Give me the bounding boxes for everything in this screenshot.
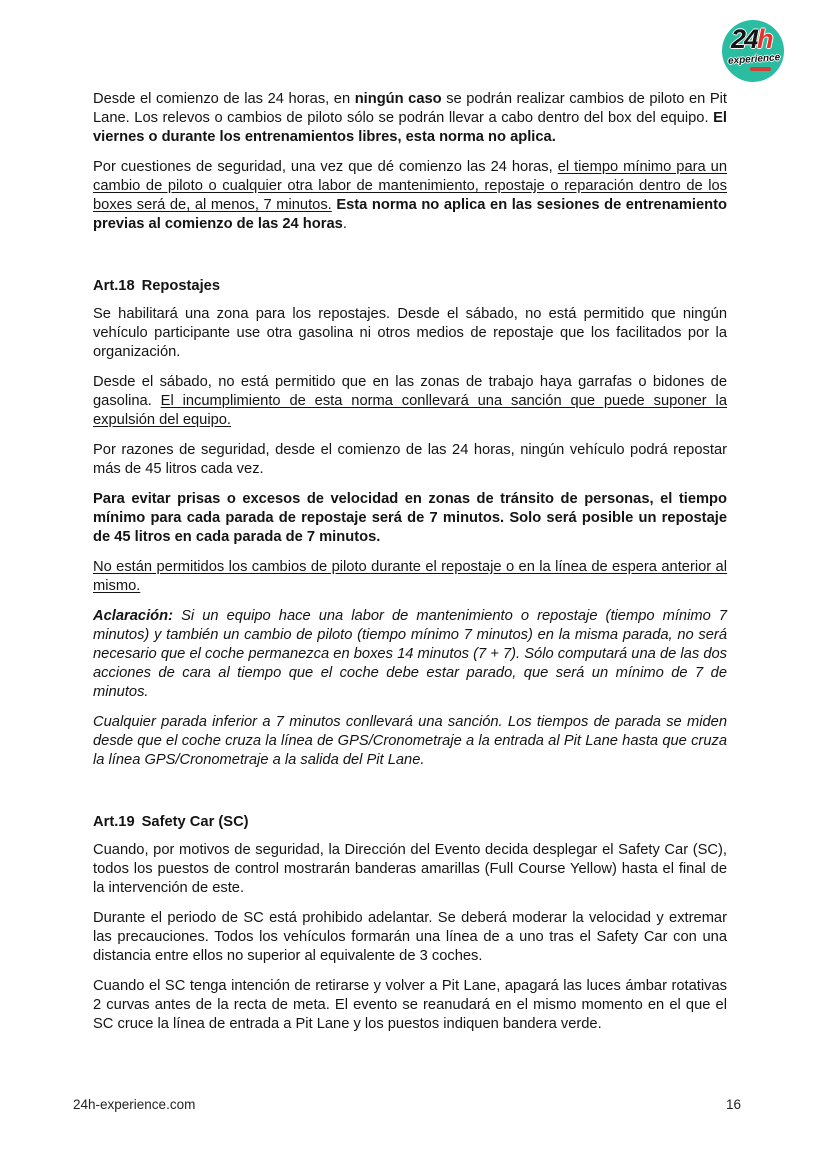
paragraph bbox=[93, 441, 727, 479]
text-run: Cualquier parada inferior a 7 minutos conllevará una sanción. Los tiempos de parada se miden desde que el coche cruza la línea de GPS/Cronometraje a la entrada al Pit Lane hasta que cruza la línea GPS/Cronometraje a la salida del Pit Lane. bbox=[93, 714, 727, 768]
document-content bbox=[93, 90, 727, 1045]
article-title: Repostajes bbox=[141, 278, 221, 294]
paragraph bbox=[93, 305, 727, 362]
text-run: Por razones de seguridad, desde el comienzo de las 24 horas, ningún vehículo podrá repostar más de 45 litros cada vez. bbox=[93, 442, 727, 477]
article-heading bbox=[93, 277, 727, 296]
text-run: El viernes o durante los entrenamientos libres, esta norma no aplica. bbox=[93, 110, 727, 145]
logo-experience-text: experience bbox=[727, 52, 781, 67]
page-footer bbox=[73, 1097, 741, 1112]
text-run: . bbox=[342, 216, 347, 232]
paragraph bbox=[93, 841, 727, 898]
logo-letter-h: h bbox=[757, 24, 772, 54]
logo-24h-text bbox=[731, 26, 772, 53]
paragraph bbox=[93, 607, 727, 702]
footer-page-number: 16 bbox=[725, 1097, 741, 1112]
paragraph bbox=[93, 713, 727, 770]
text-run: ningún caso bbox=[354, 91, 442, 107]
paragraph bbox=[93, 558, 727, 596]
article-number: Art.18 bbox=[93, 278, 135, 294]
logo-circle bbox=[722, 20, 784, 82]
text-run: No están permitidos los cambios de piloto durante el repostaje o en la línea de espera anterior al mismo. bbox=[93, 559, 727, 594]
text-run: el tiempo mínimo para un cambio de piloto o cualquier otra labor de mantenimiento, repostaje o reparación dentro de los boxes será de, al menos, 7 minutos. bbox=[93, 159, 727, 213]
text-run: Por cuestiones de seguridad, una vez que dé comienzo las 24 horas, bbox=[93, 159, 558, 175]
paragraph bbox=[93, 490, 727, 547]
paragraph bbox=[93, 158, 727, 234]
logo-red-mark bbox=[750, 67, 771, 71]
text-run: Esta norma no aplica en las sesiones de entrenamiento previas al comienzo de las 24 horas bbox=[93, 197, 727, 232]
paragraph bbox=[93, 977, 727, 1034]
text-run: Para evitar prisas o excesos de velocidad en zonas de tránsito de personas, el tiempo mínimo para cada parada de repostaje será de 7 minutos. Solo será posible un repostaje de 45 litros en cada parada de 7 minutos. bbox=[93, 491, 727, 545]
paragraph bbox=[93, 373, 727, 430]
text-run: Cuando el SC tenga intención de retirarse y volver a Pit Lane, apagará las luces ámbar rotativas 2 curvas antes de la recta de meta. El evento se reanudará en el mismo momento en el que el SC cruce la línea de entrada a Pit Lane y los puestos indiquen bandera verde. bbox=[93, 978, 727, 1032]
article-title: Safety Car (SC) bbox=[141, 814, 249, 830]
text-run: El incumplimiento de esta norma conllevará una sanción que puede suponer la expulsión del equipo. bbox=[93, 393, 727, 428]
text-run: Desde el sábado, no está permitido que en las zonas de trabajo haya garrafas o bidones de gasolina. bbox=[93, 374, 727, 409]
footer-website: 24h-experience.com bbox=[73, 1097, 196, 1112]
text-run: Si un equipo hace una labor de mantenimiento o repostaje (tiempo mínimo 7 minutos) y también un cambio de piloto (tiempo mínimo 7 minutos) en la misma parada, no será necesario que el coche permanezca en boxes 14 minutos (7 + 7). Sólo computará una de las dos acciones de cara al tiempo que el coche debe estar parado, que será un mínimo de 7 de minutos. bbox=[93, 608, 727, 700]
text-run: Aclaración: bbox=[93, 608, 173, 624]
text-run: Durante el periodo de SC está prohibido adelantar. Se deberá moderar la velocidad y extremar las precauciones. Todos los vehículos formarán una línea de a uno tras el Safety Car con una distancia entre ellos no superior al equivalente de 3 coches. bbox=[93, 910, 727, 964]
text-run: Cuando, por motivos de seguridad, la Dirección del Evento decida desplegar el Safety Car (SC), todos los puestos de control mostrarán banderas amarillas (Full Course Yellow) hasta el final de la intervención de este. bbox=[93, 842, 727, 896]
article-number: Art.19 bbox=[93, 814, 135, 830]
text-run: Desde el comienzo de las 24 horas, en bbox=[93, 91, 355, 107]
logo-number: 24 bbox=[731, 24, 758, 54]
paragraph bbox=[93, 90, 727, 147]
paragraph bbox=[93, 909, 727, 966]
logo-24h-experience bbox=[722, 20, 784, 82]
text-run: Se habilitará una zona para los repostajes. Desde el sábado, no está permitido que ningún vehículo participante use otra gasolina ni otros medios de repostaje que los facilitados por la organización. bbox=[93, 306, 727, 360]
text-run: se podrán realizar cambios de piloto en Pit Lane. Los relevos o cambios de piloto sólo se podrán llevar a cabo dentro del box del equipo. bbox=[93, 91, 728, 126]
article-heading bbox=[93, 813, 727, 832]
